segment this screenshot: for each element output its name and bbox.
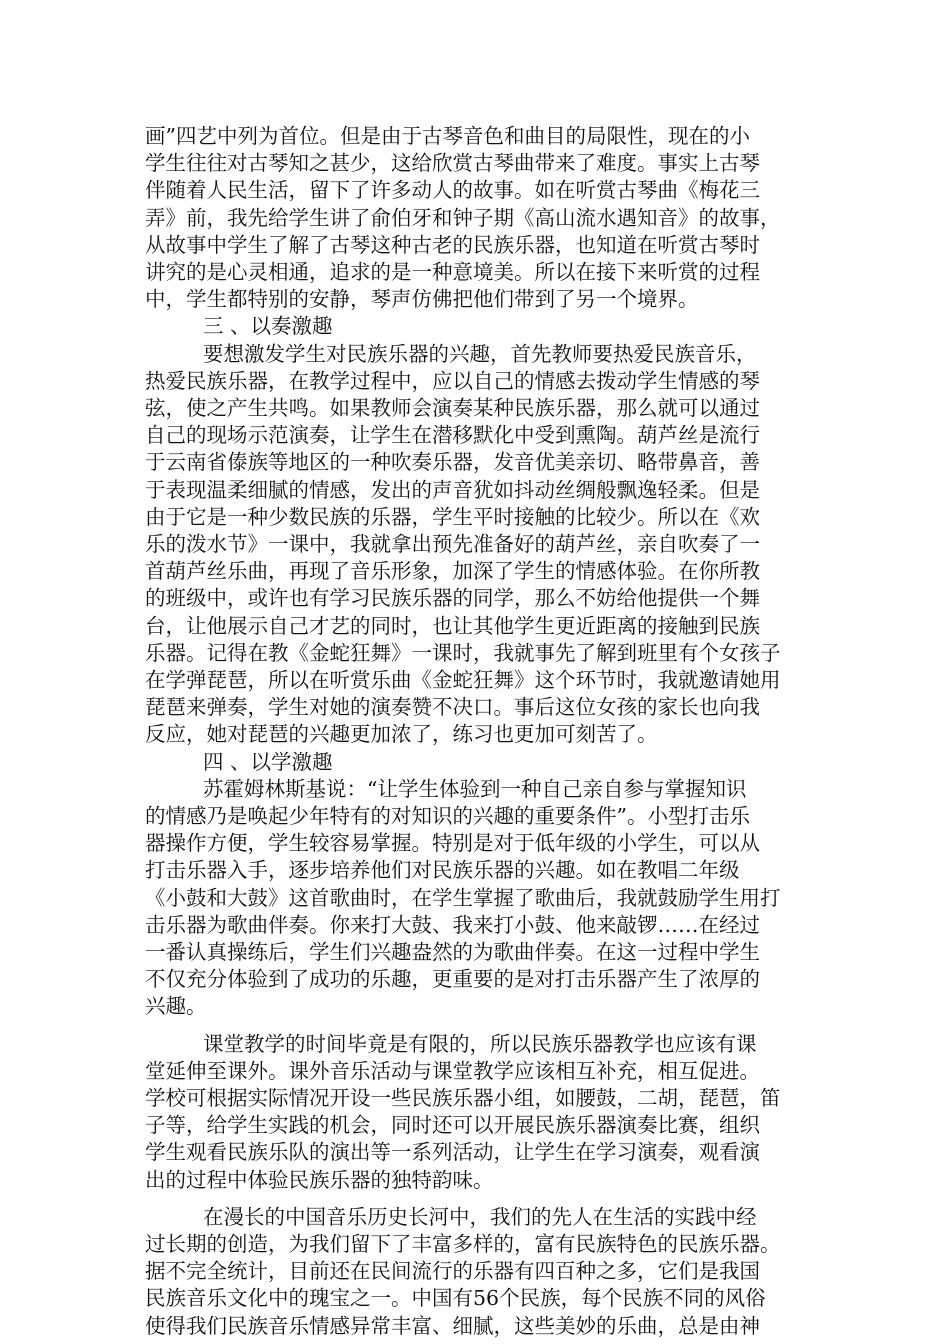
text-line: 首葫芦丝乐曲，再现了音乐形象，加深了学生的情感体验。在你所教 [145,559,760,584]
text-line: 在漫长的中国音乐历史长河中，我们的先人在生活的实践中经 [203,1204,757,1229]
text-line: 的班级中，或许也有学习民族乐器的同学，那么不妨给他提供一个舞 [145,586,760,611]
text-line: 器操作方便，学生较容易掌握。特别是对于低年级的小学生，可以从 [145,831,760,856]
text-line: 自己的现场示范演奏，让学生在潜移默化中受到熏陶。葫芦丝是流行 [145,423,760,448]
text-line: 一番认真操练后，学生们兴趣盎然的为歌曲伴奏。在这一过程中学生 [145,940,760,964]
text-line: 乐的泼水节》一课中，我就拿出预先准备好的葫芦丝，亲自吹奏了一 [145,532,760,556]
text-line: 的情感乃是唤起少年特有的对知识的兴趣的重要条件”。小型打击乐 [145,804,750,828]
text-line: 弄》前，我先给学生讲了俞伯牙和钟子期《高山流水遇知音》的故事， [145,205,781,230]
text-line: 于表现温柔细腻的情感，发出的声音犹如抖动丝绸般飘逸轻柔。但是 [145,477,760,502]
text-line: 讲究的是心灵相通，追求的是一种意境美。所以在接下来听赏的过程 [145,260,760,284]
text-line: 击乐器为歌曲伴奏。你来打大鼓、我来打小鼓、他来敲锣……在经过 [145,912,760,937]
text-line: 据不完全统计，目前还在民间流行的乐器有四百种之多，它们是我国 [145,1259,760,1284]
text-line: 台，让他展示自己才艺的同时，也让其他学生更近距离的接触到民族 [145,613,760,638]
text-line: 琵琶来弹奏，学生对她的演奏赞不决口。事后这位女孩的家长也向我 [145,695,760,720]
text-line: 学生往往对古琴知之甚少，这给欣赏古琴曲带来了难度。事实上古琴 [145,151,760,176]
text-line: 出的过程中体验民族乐器的独特韵味。 [145,1167,494,1192]
text-line: 要想激发学生对民族乐器的兴趣，首先教师要热爱民族音乐， [203,341,757,366]
text-line: 使得我们民族音乐情感异常丰富、细腻，这些美妙的乐曲，总是由神 [145,1313,760,1338]
text-line: 三 、以奏激趣 [203,314,333,339]
text-line: 在学弹琵琶，所以在听赏乐曲《金蛇狂舞》这个环节时，我就邀请她用 [145,668,781,692]
text-line: 反应，她对琵琶的兴趣更加浓了，练习也更加可刻苦了。 [145,722,658,747]
text-line: 从故事中学生了解了古琴这种古老的民族乐器，也知道在听赏古琴时 [145,232,760,257]
text-line: 子等，给学生实践的机会，同时还可以开展民族乐器演奏比赛，组织 [145,1113,760,1138]
text-line: 过长期的创造，为我们留下了丰富多样的，富有民族特色的民族乐器。 [145,1232,781,1256]
text-line: 兴趣。 [145,994,207,1019]
text-line: 《小鼓和大鼓》这首歌曲时，在学生掌握了歌曲后，我就鼓励学生用打 [145,885,781,910]
text-line: 热爱民族乐器，在教学过程中，应以自己的情感去拨动学生情感的琴 [145,368,760,393]
text-line: 于云南省傣族等地区的一种吹奏乐器，发音优美亲切、略带鼻音，善 [145,450,760,475]
text-line: 课堂教学的时间毕竟是有限的，所以民族乐器教学也应该有课 [203,1031,757,1056]
text-line: 打击乐器入手，逐步培养他们对民族乐器的兴趣。如在教唱二年级 [145,858,740,883]
text-line: 苏霍姆林斯基说：“让学生体验到一种自己亲自参与掌握知识 [203,776,747,801]
text-line: 弦，使之产生共鸣。如果教师会演奏某种民族乐器，那么就可以通过 [145,396,760,420]
text-line: 四 、以学激趣 [203,749,333,774]
text-line: 伴随着人民生活，留下了许多动人的故事。如在听赏古琴曲《梅花三 [145,178,760,203]
text-line: 乐器。记得在教《金蛇狂舞》一课时，我就事先了解到班里有个女孩子 [145,640,781,665]
text-line: 画”四艺中列为首位。但是由于古琴音色和曲目的局限性，现在的小 [145,124,750,148]
text-line: 学校可根据实际情况开设一些民族乐器小组，如腰鼓，二胡，琵琶，笛 [145,1086,781,1110]
text-line: 学生观看民族乐队的演出等一系列活动，让学生在学习演奏，观看演 [145,1140,760,1165]
text-line: 由于它是一种少数民族的乐器，学生平时接触的比较少。所以在《欢 [145,504,760,529]
text-line: 不仅充分体验到了成功的乐趣，更重要的是对打击乐器产生了浓厚的 [145,967,760,992]
text-line: 中，学生都特别的安静，琴声仿佛把他们带到了另一个境界。 [145,287,699,312]
text-line: 堂延伸至课外。课外音乐活动与课堂教学应该相互补充，相互促进。 [145,1058,760,1083]
text-line: 民族音乐文化中的瑰宝之一。中国有56个民族，每个民族不同的风俗 [145,1286,766,1311]
